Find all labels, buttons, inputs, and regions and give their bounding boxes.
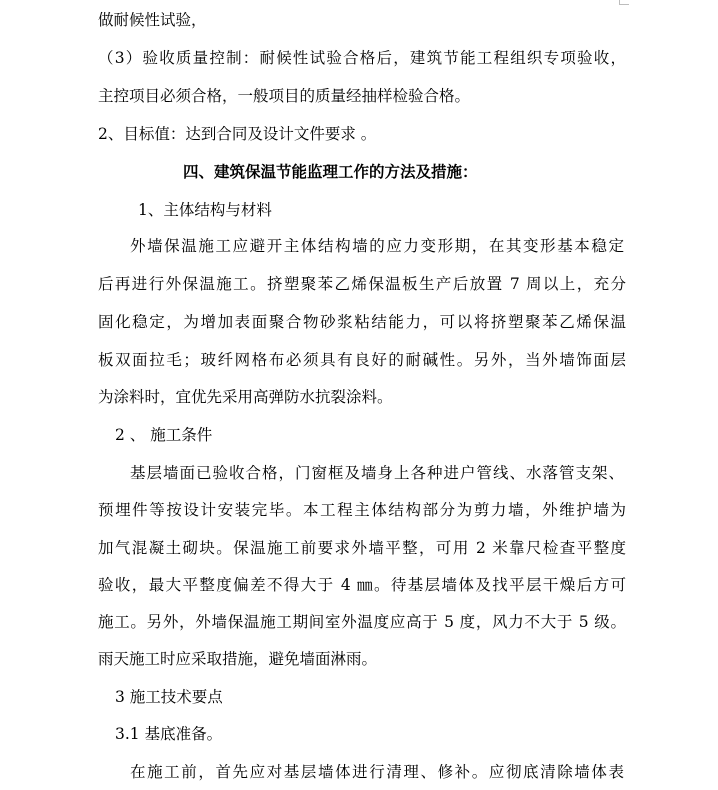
text-line: 外墙保温施工应避开主体结构墙的应力变形期，在其变形基本稳定	[130, 237, 624, 255]
text-line: 预埋件等按设计安装完毕。本工程主体结构部分为剪力墙，外维护墙为	[98, 501, 626, 519]
subsection-heading: 2 、 施工条件	[115, 426, 213, 444]
text-line: 施工。另外，外墙保温施工期间室外温度应高于 5 度，风力不大于 5 级。	[98, 613, 626, 631]
subsection-heading: 3 施工技术要点	[115, 688, 223, 706]
text-line: 在施工前，首先应对基层墙体进行清理、修补。应彻底清除墙体表	[130, 763, 624, 781]
text-line: 为涂料时，宜优先采用高弹防水抗裂涂料。	[98, 388, 393, 406]
text-line: 主控项目必须合格，一般项目的质量经抽样检验合格。	[98, 87, 471, 105]
text-line: （3）验收质量控制：耐候性试验合格后，建筑节能工程组织专项验收，	[98, 49, 626, 67]
text-line: 板双面拉毛；玻纤网格布必须具有良好的耐碱性。另外，当外墙饰面层	[98, 351, 626, 369]
text-line: 加气混凝土砌块。保温施工前要求外墙平整，可用 2 米靠尺检查平整度	[98, 539, 626, 557]
text-line: 雨天施工时应采取措施，避免墙面淋雨。	[98, 650, 378, 668]
text-line: 基层墙面已验收合格，门窗框及墙身上各种进户管线、水落管支架、	[130, 464, 624, 482]
page-corner-mark	[619, 0, 629, 5]
text-line: 2、目标值：达到合同及设计文件要求 。	[98, 125, 377, 143]
text-line: 做耐候性试验，	[98, 11, 207, 29]
text-line: 固化稳定，为增加表面聚合物砂浆粘结能力，可以将挤塑聚苯乙烯保温	[98, 313, 626, 331]
subsection-heading: 3.1 基底准备。	[115, 725, 223, 743]
text-line: 后再进行外保温施工。挤塑聚苯乙烯保温板生产后放置 7 周以上，充分	[98, 275, 626, 293]
subsection-heading: 1、主体结构与材料	[138, 201, 272, 219]
section-heading: 四、建筑保温节能监理工作的方法及措施：	[183, 162, 478, 181]
text-line: 验收，最大平整度偏差不得大于 4 ㎜。待基层墙体及找平层干燥后方可	[98, 576, 626, 594]
